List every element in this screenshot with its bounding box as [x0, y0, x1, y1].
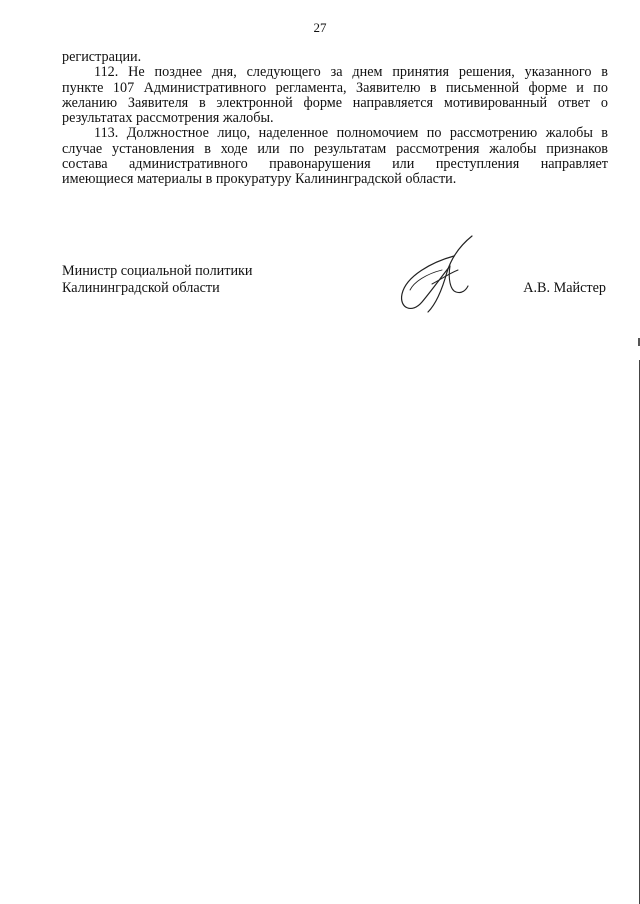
body-text	[62, 50, 608, 188]
text-line: имеющиеся материалы в прокуратуру Калининградской области.	[62, 171, 457, 188]
text-line: результатах рассмотрения жалобы.	[62, 110, 274, 127]
text-line: пункте 107 Административного регламента, Заявителю в письменной форме и по	[62, 79, 608, 96]
signatory-name: А.В. Майстер	[523, 280, 606, 296]
text-line: случае установления в ходе или по результатам рассмотрения жалобы признаков	[62, 140, 608, 157]
text-line: состава административного правонарушения или преступления направляет	[62, 156, 608, 173]
page-number: 27	[313, 20, 327, 35]
text-line: желанию Заявителя в электронной форме направляется мотивированный ответ о	[62, 94, 608, 111]
text-line: 112. Не позднее дня, следующего за днем принятия решения, указанного в	[94, 64, 608, 81]
position-line: Министр социальной политики	[62, 263, 253, 279]
signatory-position	[62, 263, 253, 296]
text-line: регистрации.	[62, 49, 142, 65]
position-line: Калининградской области	[62, 279, 220, 296]
text-line: 113. Должностное лицо, наделенное полномочием по рассмотрению жалобы в	[94, 125, 608, 142]
handwritten-signature	[392, 232, 482, 317]
